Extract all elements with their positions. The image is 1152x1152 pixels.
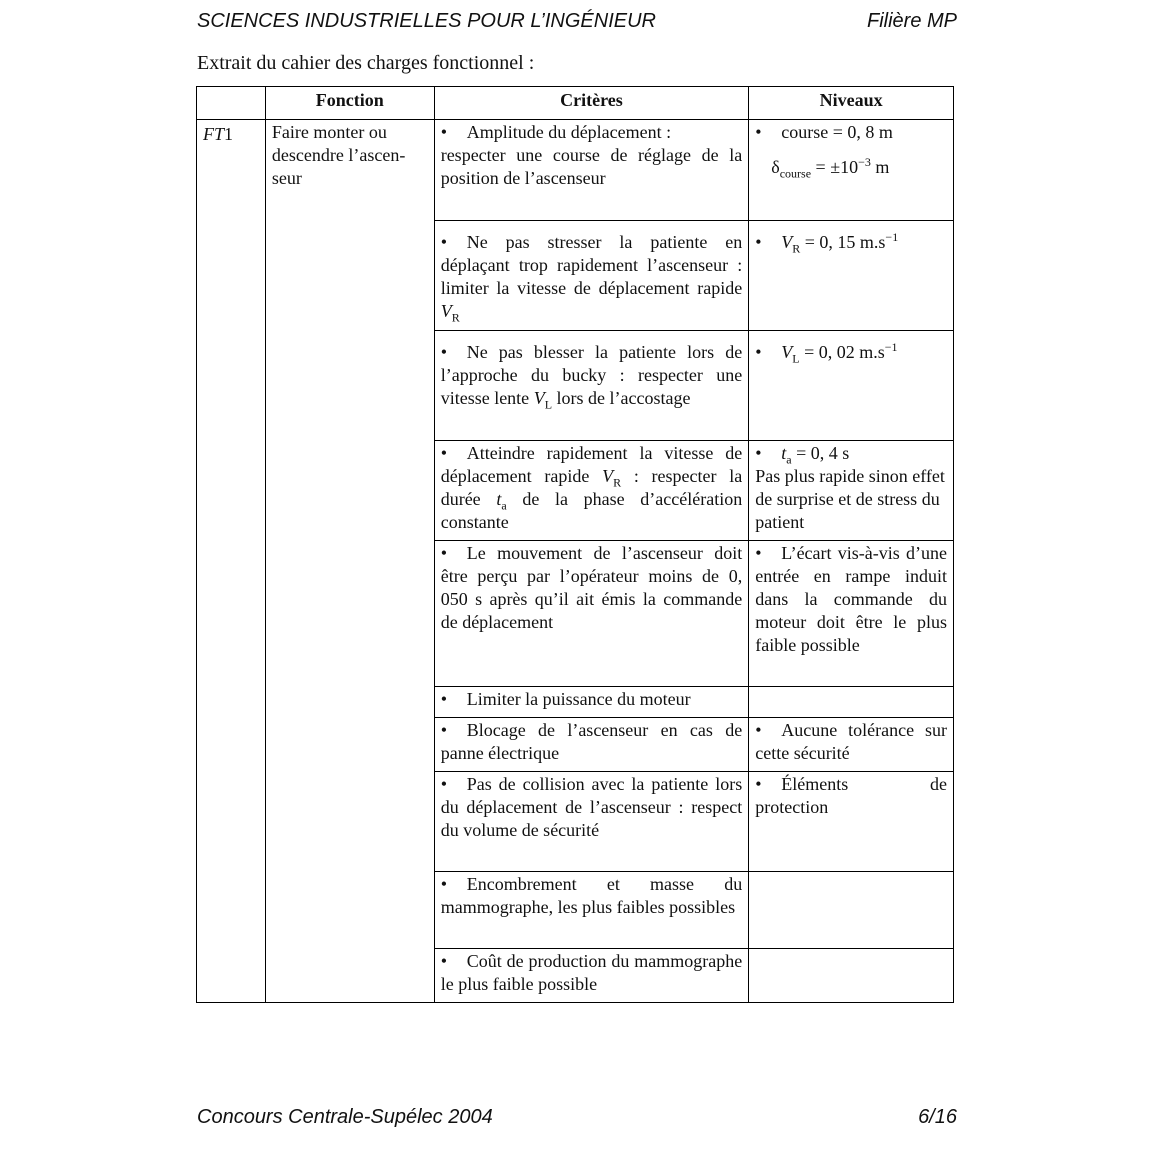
critere-text: Blocage de l’ascenseur en cas de panne électrique (440, 720, 743, 763)
niveau-var-sub: a (786, 452, 792, 467)
critere-var-sub: R (451, 310, 460, 325)
niveau-text: Éléments de protection (755, 774, 947, 817)
bullet: • (440, 874, 448, 894)
niveau-cell (749, 872, 954, 949)
niveau-value: = 0, 15 m.s (800, 232, 886, 252)
delta-sup: −3 (858, 155, 871, 169)
niveau-cell (749, 949, 954, 1003)
critere-var-2: t (496, 489, 502, 509)
critere-cell (434, 772, 749, 872)
bullet: • (755, 342, 762, 362)
critere-cell (434, 687, 749, 718)
header-criteres: Critères (434, 87, 749, 120)
critere-cell (434, 949, 749, 1003)
niveau-cell (749, 120, 954, 221)
critere-cell (434, 441, 749, 541)
function-id-number: 1 (224, 124, 234, 144)
intro-text: Extrait du cahier des charges fonctionnel : (197, 52, 535, 74)
critere-cell (434, 541, 749, 687)
critere-var-2-sub: a (501, 498, 507, 513)
bullet: • (440, 689, 448, 709)
niveau-cell (749, 772, 954, 872)
requirements-table (196, 86, 954, 1003)
bullet: • (440, 543, 448, 563)
niveau-cell (749, 221, 954, 331)
critere-title: Amplitude du déplacement : (466, 122, 672, 142)
niveau-course: course = 0, 8 m (781, 122, 893, 142)
header-subject: SCIENCES INDUSTRIELLES POUR L’INGÉNIEUR (197, 10, 656, 32)
critere-cell (434, 872, 749, 949)
critere-text-after: lors de l’accostage (552, 388, 691, 408)
critere-var: V (440, 301, 452, 321)
critere-var: V (533, 388, 545, 408)
bullet: • (440, 342, 448, 362)
table-row (197, 120, 954, 221)
header-track: Filière MP (866, 10, 957, 32)
niveau-value: = 0, 4 s (791, 443, 850, 463)
critere-text: Limiter la puissance du moteur (466, 689, 691, 709)
niveau-cell (749, 687, 954, 718)
delta-symbol: δ (771, 157, 780, 177)
bullet: • (440, 774, 448, 794)
page-number: 6/16 (918, 1106, 957, 1128)
critere-var-1-sub: R (613, 475, 622, 490)
bullet: • (440, 232, 448, 252)
footer-exam: Concours Centrale-Supélec 2004 (197, 1106, 493, 1128)
critere-text-2: : respecter la durée (440, 466, 743, 509)
bullet: • (440, 122, 448, 142)
niveau-cell (749, 718, 954, 772)
critere-text: respecter une course de réglage de la position de l’ascenseur (440, 145, 743, 188)
critere-text: Atteindre rapidement la vitesse de déplacement rapide (440, 443, 743, 486)
bullet: • (440, 951, 448, 971)
bullet: • (755, 720, 762, 740)
niveau-cell (749, 541, 954, 687)
critere-cell (434, 718, 749, 772)
niveau-sup: −1 (884, 340, 898, 354)
bullet: • (755, 443, 762, 463)
delta-eq: = ±10 (811, 157, 859, 177)
niveau-value: = 0, 02 m.s (799, 342, 885, 362)
critere-text: Ne pas blesser la patiente lors de l’approche du bucky : respecter une vitesse lente (440, 342, 743, 408)
bullet: • (440, 720, 448, 740)
bullet: • (755, 122, 762, 142)
function-label: Faire monter ou descendre l’ascen-seur (271, 122, 406, 188)
critere-var-sub: L (544, 397, 553, 412)
critere-text: Le mouvement de l’ascenseur doit être perçu par l’opérateur moins de 0, 050 s après qu’il ait émis la commande de déplacement (440, 543, 743, 632)
niveau-var: V (781, 342, 793, 362)
critere-var-1: V (602, 466, 614, 486)
bullet: • (755, 774, 762, 794)
niveau-text: Aucune tolérance sur cette sécurité (755, 720, 947, 763)
bullet: • (755, 543, 762, 563)
niveau-tolerance (755, 156, 947, 179)
critere-cell (434, 221, 749, 331)
niveau-cell (749, 331, 954, 441)
niveau-text: L’écart vis-à-vis d’une entrée en rampe induit dans la commande du moteur doit être le plus faible possible (755, 543, 947, 655)
niveau-var-sub: L (792, 351, 800, 366)
niveau-text: Pas plus rapide sinon effet de surprise et de stress du patient (755, 466, 945, 532)
critere-text: Pas de collision avec la patiente lors du déplacement de l’ascenseur : respect du volume de sécurité (440, 774, 743, 840)
table-header-row (197, 87, 954, 120)
critere-cell (434, 331, 749, 441)
niveau-var-sub: R (792, 241, 801, 256)
critere-cell (434, 120, 749, 221)
niveau-cell (749, 441, 954, 541)
niveau-var: V (781, 232, 793, 252)
critere-text: Encombrement et masse du mammographe, les plus faibles possibles (440, 874, 743, 917)
niveau-var: t (781, 443, 787, 463)
niveau-sup: −1 (885, 230, 899, 244)
header-niveaux: Niveaux (749, 87, 954, 120)
page-header (197, 10, 957, 36)
function-id-letters: FT (203, 124, 225, 144)
critere-text-3: de la phase d’accélération constante (440, 489, 743, 532)
page-footer (197, 1106, 957, 1132)
delta-sub: course (779, 166, 812, 181)
function-label-cell (265, 120, 434, 1003)
bullet: • (755, 232, 762, 252)
function-id-cell (197, 120, 266, 1003)
critere-text: Coût de production du mammographe le plus faible possible (440, 951, 743, 994)
header-fonction: Fonction (265, 87, 434, 120)
bullet: • (440, 443, 448, 463)
header-blank (197, 87, 266, 120)
delta-unit: m (870, 157, 890, 177)
critere-text: Ne pas stresser la patiente en déplaçant trop rapidement l’ascenseur : limiter la vitesse de déplacement rapide (440, 232, 743, 298)
